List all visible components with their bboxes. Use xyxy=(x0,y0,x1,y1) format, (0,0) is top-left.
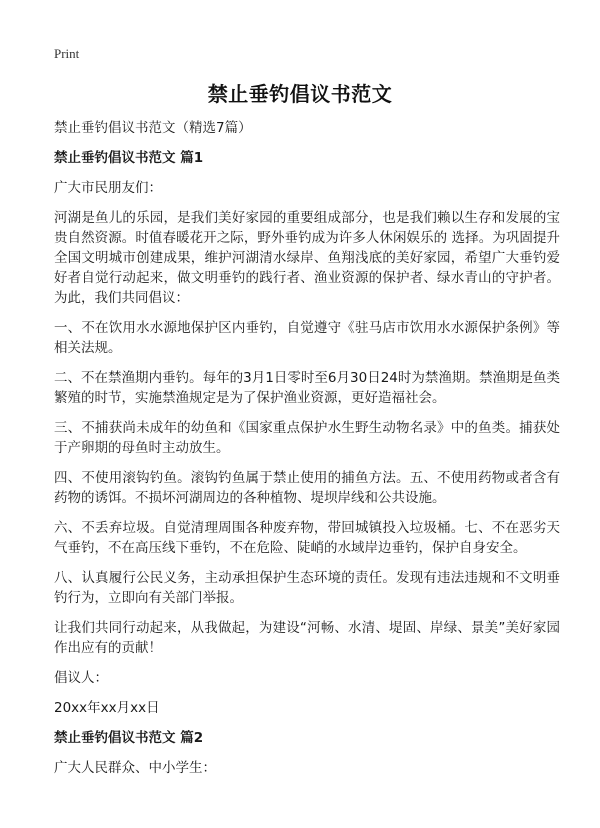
section-heading-1: 禁止垂钓倡议书范文 篇1 xyxy=(54,150,204,166)
date-line: 20xx年xx月xx日 xyxy=(54,700,160,716)
paragraph-item-6: 六、不丢弃垃圾。自觉清理周围各种废弃物，带回城镇投入垃圾桶。七、不在恶劣天气垂钓，不在高压线下垂钓，不在危险、陡峭的水域岸边垂钓，保护自身安全。 xyxy=(54,520,560,556)
section-heading-2: 禁止垂钓倡议书范文 篇2 xyxy=(54,730,204,746)
print-label: Print xyxy=(54,46,80,61)
paragraph-item-2: 二、不在禁渔期内垂钓。每年的3月1日零时至6月30日24时为禁渔期。禁渔期是鱼类繁殖的时节，实施禁渔规定是为了保护渔业资源，更好造福社会。 xyxy=(54,370,560,406)
document-subtitle: 禁止垂钓倡议书范文（精选7篇） xyxy=(54,120,252,136)
paragraph-item-3: 三、不捕获尚未成年的幼鱼和《国家重点保护水生野生动物名录》中的鱼类。捕获处于产卵期的母鱼时主动放生。 xyxy=(54,420,560,456)
document-body xyxy=(54,118,560,788)
salutation-2: 广大人民群众、中小学生： xyxy=(54,760,216,776)
paragraph-intro: 河湖是鱼儿的乐园，是我们美好家园的重要组成部分，也是我们赖以生存和发展的宝贵自然资源。时值春暖花开之际，野外垂钓成为许多人休闲娱乐的 选择。为巩固提升全国文明城市创建成果，维护河湖清水绿岸、鱼翔浅底的美好家园，希望广大垂钓爱好者自觉行动起来，做文明垂钓的践行者、渔业资源的保护者、绿水青山的守护者。为此，我们共同倡议： xyxy=(54,210,560,306)
page-title: 禁止垂钓倡议书范文 xyxy=(207,82,393,106)
paragraph-item-4: 四、不使用滚钩钓鱼。滚钩钓鱼属于禁止使用的捕鱼方法。五、不使用药物或者含有药物的诱饵。不损坏河湖周边的各种植物、堤坝岸线和公共设施。 xyxy=(54,470,560,506)
paragraph-closing: 让我们共同行动起来，从我做起，为建设“河畅、水清、堤固、岸绿、景美”美好家园作出应有的贡献！ xyxy=(54,620,560,656)
salutation-1: 广大市民朋友们： xyxy=(54,180,162,196)
paragraph-item-8: 八、认真履行公民义务，主动承担保护生态环境的责任。发现有违法违规和不文明垂钓行为，立即向有关部门举报。 xyxy=(54,570,560,606)
signer-label: 倡议人： xyxy=(54,670,108,686)
paragraph-item-1: 一、不在饮用水水源地保护区内垂钓，自觉遵守《驻马店市饮用水水源保护条例》等相关法规。 xyxy=(54,320,560,356)
